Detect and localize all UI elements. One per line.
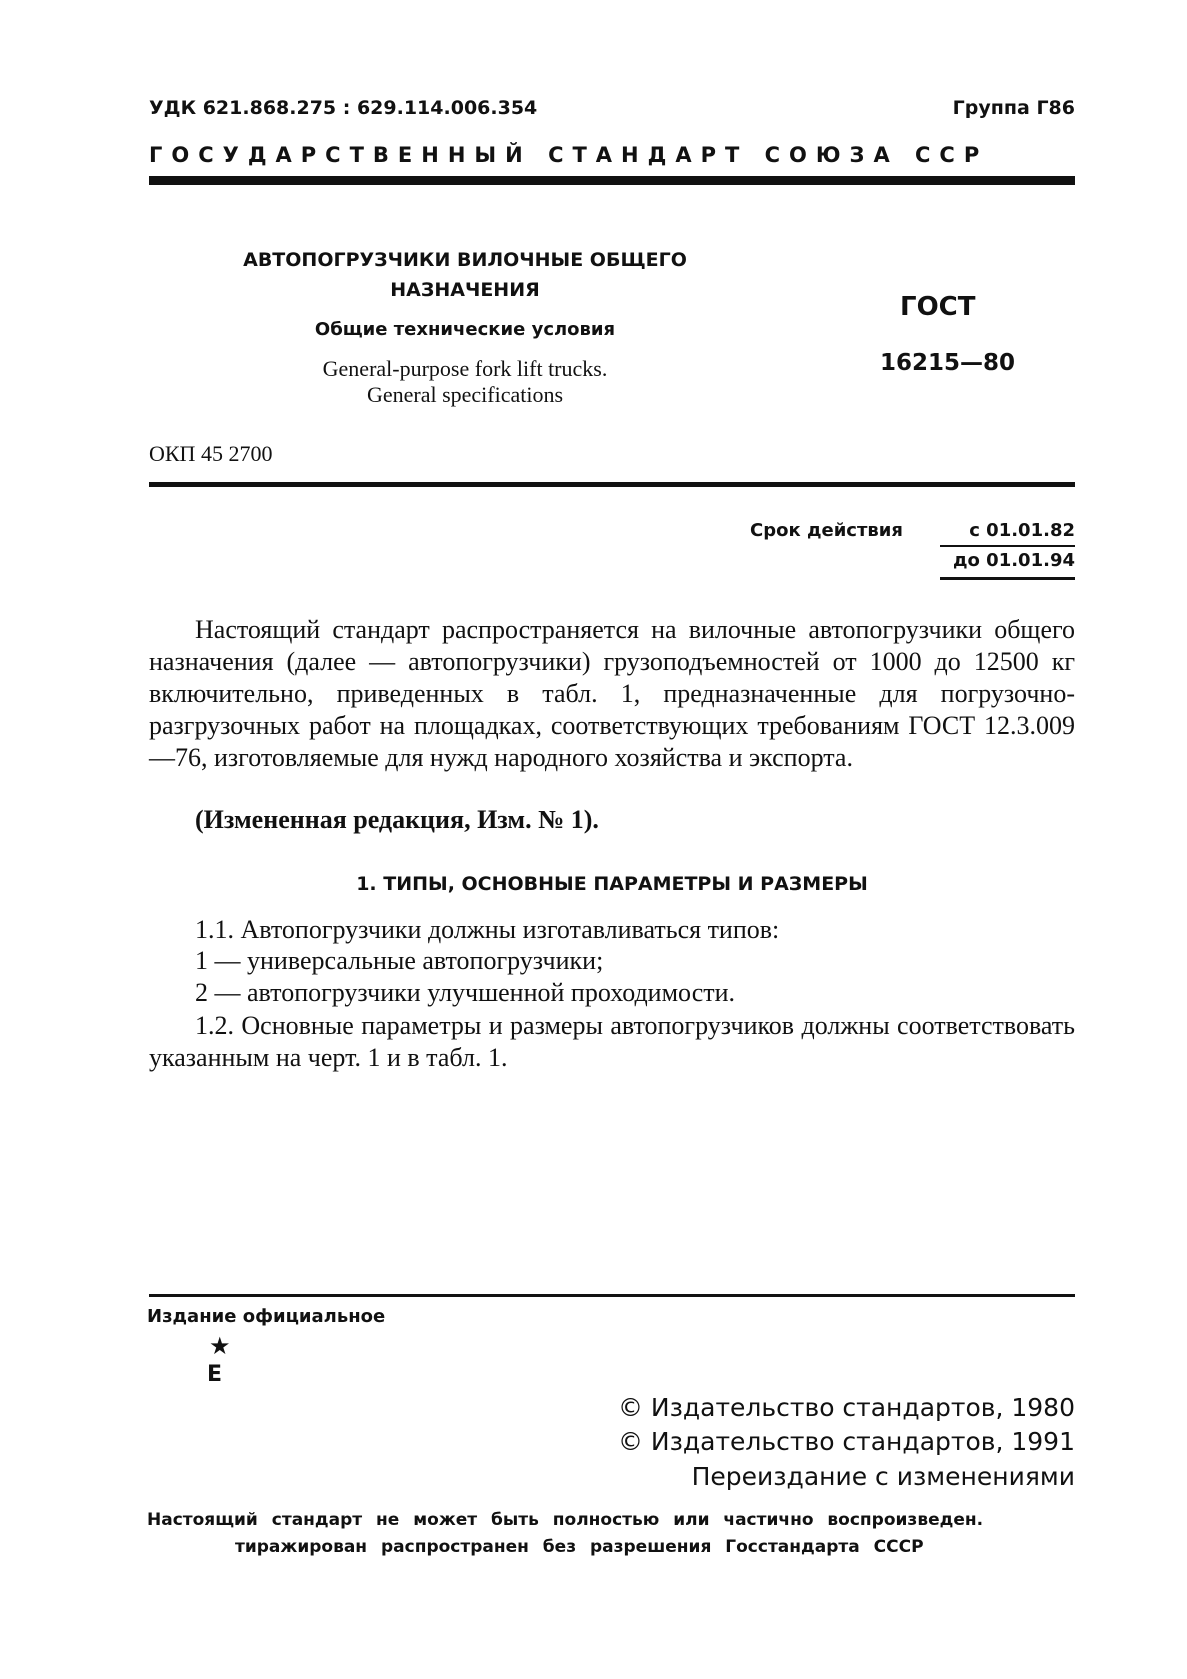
group-code: Группа Г86 xyxy=(952,97,1075,119)
bottom-rule xyxy=(149,1294,1075,1297)
clause-1-1-item2: 2 — автопогрузчики улучшенной проходимости. xyxy=(195,978,736,1007)
title-ru xyxy=(215,245,715,305)
e-mark-icon: Е xyxy=(207,1362,223,1387)
copyright-icon: © xyxy=(617,1427,643,1456)
reprint-note: Переиздание с изменениями xyxy=(691,1462,1075,1491)
middle-rule xyxy=(149,482,1075,487)
title-en-line1: General-purpose fork lift trucks. xyxy=(322,356,608,381)
clause-1-2: 1.2. Основные параметры и размеры автопогрузчиков должны соответствовать указанным на черт. 1 и в табл. 1. xyxy=(149,1011,1075,1072)
gost-label: ГОСТ xyxy=(900,292,976,322)
top-rule xyxy=(149,176,1075,185)
clause-1-1: 1.1. Автопогрузчики должны изготавливаться типов: xyxy=(195,915,780,944)
copyright-1991-text: Издательство стандартов, 1991 xyxy=(650,1427,1075,1456)
udk-code: УДК 621.868.275 : 629.114.006.354 xyxy=(149,97,538,119)
intro-paragraph: Настоящий стандарт распространяется на вилочные автопогрузчики общего назначения (далее — автопогрузчики) грузоподъемностей от 1000 до 12500 кг включительно, приведенных в табл. 1, предназначенные для погрузочно-разгрузочных работ на площадках, соответствующих требованиям ГОСТ 12.3.009—76, изготовляемые для нужд народного хозяйства и экспорта. xyxy=(149,615,1075,772)
gost-number: 16215—80 xyxy=(880,350,1016,376)
star-icon: ★ xyxy=(209,1334,231,1360)
validity-underline xyxy=(940,577,1075,580)
subtitle: Общие технические условия xyxy=(314,319,616,340)
state-standard-heading: ГОСУДАРСТВЕННЫЙ СТАНДАРТ СОЮЗА ССР xyxy=(149,143,989,167)
validity-label: Срок действия xyxy=(750,520,903,541)
copyright-notice-line1: Настоящий стандарт не может быть полностью или частично воспроизведен. xyxy=(147,1510,984,1530)
title-block xyxy=(215,245,715,408)
official-edition: Издание официальное xyxy=(147,1306,386,1327)
copyright-1991 xyxy=(618,1427,1075,1456)
amendment-note: (Измененная редакция, Изм. № 1). xyxy=(195,805,599,834)
section-title: 1. ТИПЫ, ОСНОВНЫЕ ПАРАМЕТРЫ И РАЗМЕРЫ xyxy=(356,873,868,895)
clause-1-1-item1: 1 — универсальные автопогрузчики; xyxy=(195,946,604,975)
copyright-1980 xyxy=(618,1393,1075,1422)
copyright-1980-text: Издательство стандартов, 1980 xyxy=(650,1393,1075,1422)
title-en-line2: General specifications xyxy=(366,382,564,407)
okp-code: ОКП 45 2700 xyxy=(149,441,273,466)
copyright-notice-line2: тиражирован распространен без разрешения Госстандарта СССР xyxy=(235,1537,924,1557)
title-ru-line2: НАЗНАЧЕНИЯ xyxy=(390,279,540,301)
validity-to: до 01.01.94 xyxy=(953,550,1075,571)
validity-from: с 01.01.82 xyxy=(969,520,1075,541)
validity-divider xyxy=(940,545,1075,547)
title-ru-line1: АВТОПОГРУЗЧИКИ ВИЛОЧНЫЕ ОБЩЕГО xyxy=(243,249,687,271)
copyright-icon: © xyxy=(617,1393,643,1422)
